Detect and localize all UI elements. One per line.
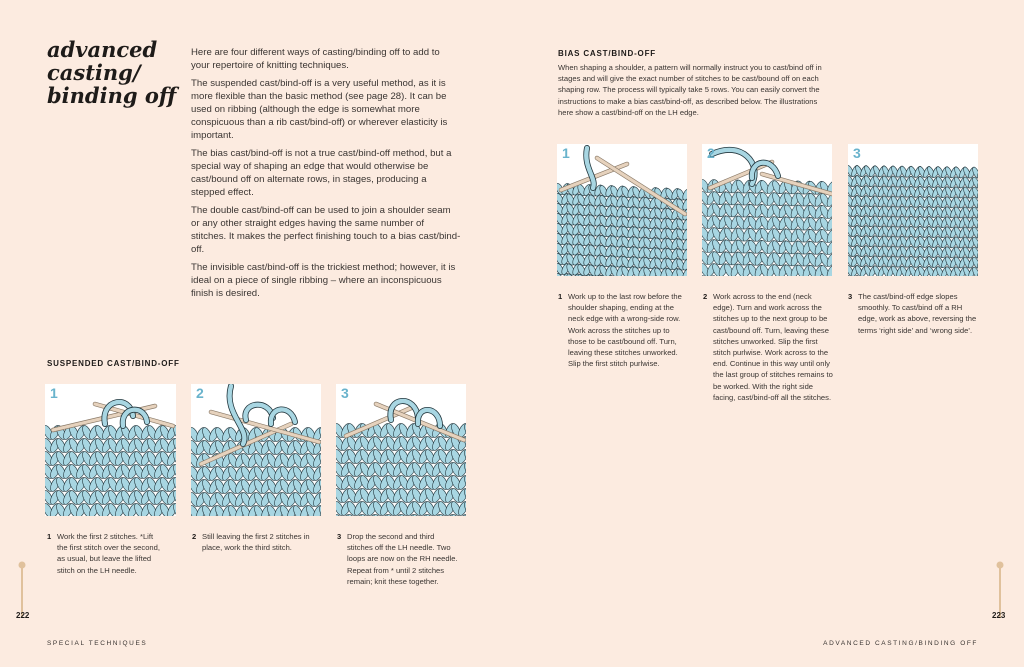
knitting-stitches-illustration [557,144,687,276]
step-number: 3 [341,385,349,401]
bias-illustration-1 [557,144,687,276]
intro-paragraph: The invisible cast/bind-off is the trickiest method; however, it is ideal on a piece of single ribbing – where an inconspicuous finish is desired. [191,262,456,299]
intro-paragraph: The suspended cast/bind-off is a very useful method, as it is more flexible than the basic method (see page 28). It can be used on ribbing (although the edge is somewhat more conspicuous than a rib cast/bind-off) or wherever elasticity is important. [191,78,448,141]
step-number: 2 [196,385,204,401]
bias-step-1: 1 Work up to the last row before the shoulder shaping, ending at the neck edge with a wrong-side row. Work across the stitches up to those to be cast/bound off. Turn, leaving these stitches unworked. Slip the first stitch purlwise. [558,292,682,369]
suspended-illustration-2 [191,384,321,516]
footer-left: SPECIAL TECHNIQUES [47,640,148,647]
bias-step-2: 2 Work across to the end (neck edge). Turn and work across the stitches up to the next group to be cast/bound off. Turn, leaving these stitches unworked. Slip the first stitch purlwise. Work across to the end. Continue in this way until only the last group of stitches remains to be worked. With the right side facing, cast/bind-off all the stitches. [703,292,833,402]
intro-paragraph: The bias cast/bind-off is not a true cast/bind-off method, but a special way of shaping an edge that would otherwise be cast/bound off on alternate rows, in stages, producing a stepped effect. [191,148,452,198]
suspended-heading: SUSPENDED CAST/BIND-OFF [47,359,180,368]
bias-illustration-2 [702,144,832,276]
intro-paragraph: Here are four different ways of casting/binding off to add to your repertoire of knitting techniques. [191,47,440,71]
page-number-left: 222 [16,611,30,620]
bias-step-3: 3 The cast/bind-off edge slopes smoothly. To cast/bind off a RH edge, work as above, reversing the terms ‘right side’ and ‘wrong side’. [848,292,977,335]
suspended-step-3: 3 Drop the second and third stitches off the LH needle. Two loops are now on the RH needle. Repeat from * until 2 stitches remain; knit these together. [337,532,458,586]
suspended-step-1: 1 Work the first 2 stitches. *Lift the first stitch over the second, as usual, but leave the lifted stitch on the LH needle. [47,532,160,575]
step-number: 1 [50,385,58,401]
suspended-step-2: 2 Still leaving the first 2 stitches in place, work the third stitch. [192,532,310,553]
step-number: 1 [562,145,570,161]
intro-text [191,46,461,305]
suspended-illustration-3 [336,384,466,516]
knitting-stitches-illustration [45,384,176,516]
page-title: advanced casting/ binding off [47,37,177,108]
knitting-stitches-illustration [336,384,466,516]
bias-illustration-3 [848,144,978,276]
page-number-right: 223 [992,611,1006,620]
knitting-stitches-illustration [191,384,321,516]
bias-heading: BIAS CAST/BIND-OFF [558,49,656,58]
knitting-stitches-illustration [848,144,978,276]
step-number: 2 [707,145,715,161]
footer-right: ADVANCED CASTING/BINDING OFF [823,640,978,647]
intro-paragraph: The double cast/bind-off can be used to join a shoulder seam or any other straight edges having the same number of stitches. It makes the perfect finishing touch to a bias cast/bind-off. [191,205,461,255]
knitting-stitches-illustration [702,144,832,276]
bias-description: When shaping a shoulder, a pattern will normally instruct you to cast/bind off in stages and will give the exact number of stitches to be cast/bound off on each shaping row. The process will typically take 5 rows. You can easily convert the instructions to make a bias cast/bind-off, as described below. The illustrations here show a cast/bind-off on the LH edge. [558,63,822,117]
suspended-illustration-1 [45,384,176,516]
step-number: 3 [853,145,861,161]
